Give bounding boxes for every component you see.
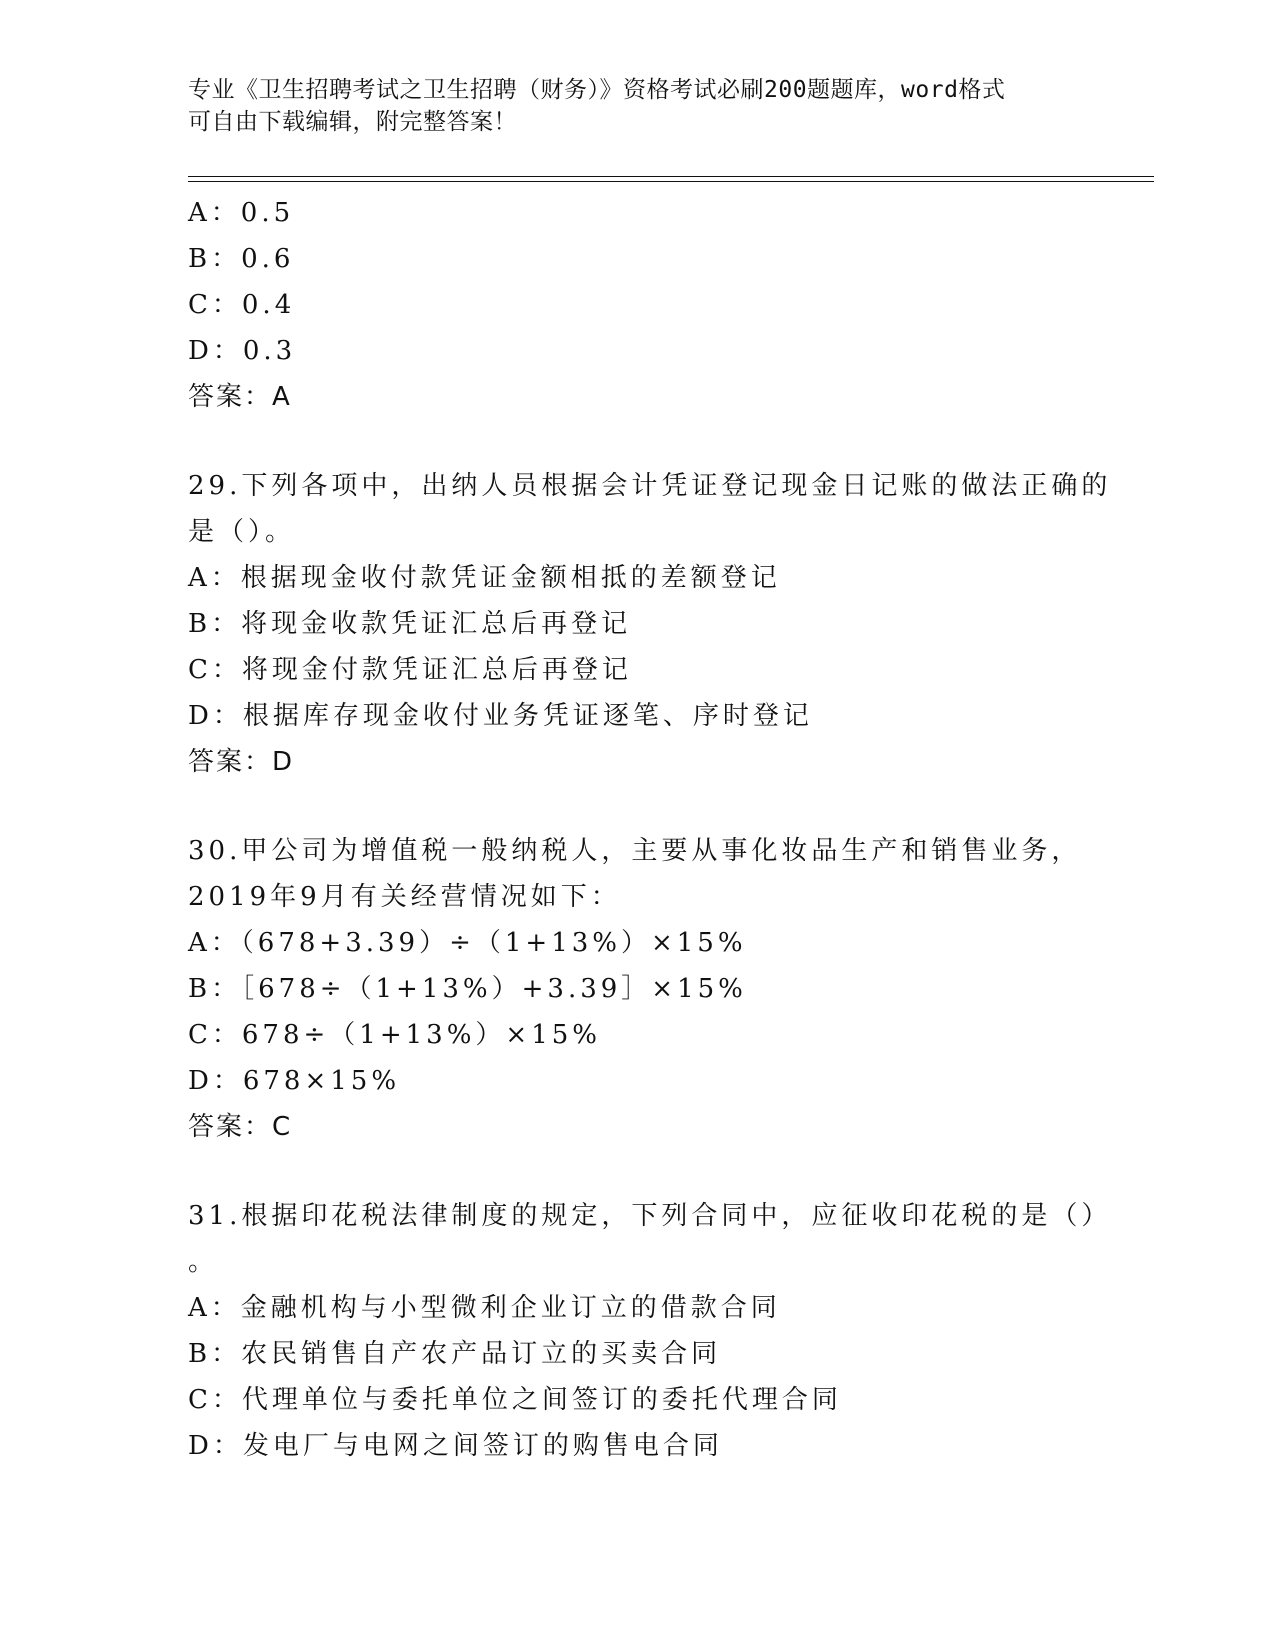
option-b: B：0.6 (188, 244, 295, 274)
spacer (188, 785, 1168, 828)
question-text-line-1: 29.下列各项中，出纳人员根据会计凭证登记现金日记账的做法正确的 (188, 471, 1112, 501)
option-d: D：678×15% (188, 1066, 401, 1096)
option-c: C：678÷（1+13%）×15% (188, 1020, 601, 1050)
option-c: C：代理单位与委托单位之间签订的委托代理合同 (188, 1385, 842, 1415)
question-29 (188, 463, 1168, 785)
option-b: B：［678÷（1+13%）+3.39］×15% (188, 974, 747, 1004)
answer: 答案：D (188, 747, 295, 777)
option-d: D：根据库存现金收付业务凭证逐笔、序时登记 (188, 701, 813, 731)
spacer (188, 1150, 1168, 1193)
question-28 (188, 190, 1168, 420)
question-30 (188, 828, 1168, 1150)
question-text-line-2: 。 (188, 1247, 219, 1277)
option-a: A：根据现金收付款凭证金额相抵的差额登记 (188, 563, 781, 593)
header-divider-top (188, 176, 1154, 177)
option-a: A：0.5 (188, 198, 295, 228)
question-text-line-2: 2019年9月有关经营情况如下： (188, 882, 621, 912)
option-a: A：（678+3.39）÷（1+13%）×15% (188, 928, 747, 958)
spacer (188, 420, 1168, 463)
header-line-2: 可自由下载编辑，附完整答案！ (188, 109, 517, 135)
question-text-line-2: 是（）。 (188, 517, 296, 547)
option-b: B：农民销售自产农产品订立的买卖合同 (188, 1339, 722, 1369)
option-d: D：0.3 (188, 336, 297, 366)
header-divider-bottom (188, 181, 1154, 182)
option-d: D：发电厂与电网之间签订的购售电合同 (188, 1431, 723, 1461)
question-31 (188, 1193, 1168, 1469)
answer: 答案：C (188, 1112, 293, 1142)
question-text-line-1: 31.根据印花税法律制度的规定，下列合同中，应征收印花税的是（） (188, 1201, 1112, 1231)
answer: 答案：A (188, 382, 292, 412)
question-list (188, 190, 1168, 1469)
header-line-1: 专业《卫生招聘考试之卫生招聘（财务）》资格考试必刷200题题库，word格式 (188, 77, 1006, 103)
option-b: B：将现金收款凭证汇总后再登记 (188, 609, 632, 639)
option-c: C：0.4 (188, 290, 296, 320)
document-header (188, 74, 1088, 138)
option-a: A：金融机构与小型微利企业订立的借款合同 (188, 1293, 781, 1323)
option-c: C：将现金付款凭证汇总后再登记 (188, 655, 632, 685)
question-text-line-1: 30.甲公司为增值税一般纳税人，主要从事化妆品生产和销售业务， (188, 836, 1082, 866)
